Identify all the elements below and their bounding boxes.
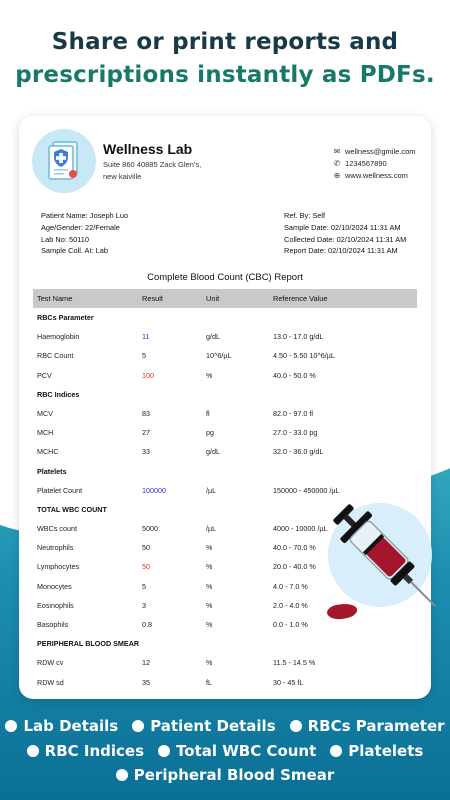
table-row [33,366,417,385]
test-name: Monocytes [37,581,72,591]
test-result: 83 [142,408,150,418]
table-row [33,442,417,461]
report-date-value: 02/10/2024 11:31 AM [327,246,398,256]
bullet-dot-icon [158,745,170,757]
test-name: Basophils [37,620,69,629]
bullet-dot-icon [330,745,342,757]
test-name: PCV [37,370,52,380]
lab-address [103,159,213,183]
feature-item [290,717,445,735]
patient-name-value: Joseph Luo [89,211,129,220]
globe-icon: ⊕ [333,170,341,180]
patient-age-gender [41,222,128,234]
phone-icon: ✆ [333,158,341,168]
test-result: 5 [142,351,146,361]
sample-date-value: 02/10/2024 11:31 AM [330,222,401,232]
feature-item [158,742,316,760]
lab-contact [332,145,416,181]
reference-value: 32.0 - 36.0 g/dL [273,447,324,457]
test-name: RDW cv [37,658,64,668]
ref-by-value: Self [312,211,326,220]
reference-value: 11.5 - 14.5 % [273,658,316,668]
sample-date-label: Sample Date: [284,222,329,232]
test-unit: g/dL [206,332,220,342]
section-header [33,308,417,327]
test-unit: g/dL [206,447,220,457]
test-result: 5000 [142,524,158,534]
lab-address-line-2: new kaiville [103,172,142,181]
section-label: RBCs Parameter [37,313,94,322]
header-result: Result [142,294,163,303]
test-unit: % [206,562,213,572]
lab-address-line-1: Suite 860 40885 Zack Glen's, [103,160,202,169]
test-unit: pg [206,428,214,438]
lab-no-label: Lab No: [41,234,67,244]
report-date-label: Report Date: [284,246,326,256]
patient-name [41,210,128,222]
feature-label: Platelets [348,741,424,760]
email-text: wellness@gmile.com [345,146,416,156]
report-document-icon [32,129,96,193]
bullet-dot-icon [132,720,144,732]
collected-date-label: Collected Date: [284,234,335,244]
feature-item [5,717,118,735]
contact-phone[interactable] [332,157,416,169]
mail-icon: ✉ [333,146,341,156]
test-name: Neutrophils [37,543,74,553]
patient-lab-no [41,234,128,246]
patient-sample-coll [41,245,128,257]
reference-value: 82.0 - 97.0 fl [273,408,313,418]
section-header [33,462,417,481]
header-unit: Unit [206,294,220,303]
test-name: Haemoglobin [37,332,80,342]
headline-line-2: prescriptions instantly as PDFs. [15,62,435,88]
test-unit: /µL [206,485,217,495]
syringe-icon [322,485,450,635]
bullet-dot-icon [5,720,17,732]
sample-coll-label: Sample Coll. At: [41,246,94,256]
feature-list [0,714,450,788]
promo-headline [0,26,450,92]
table-row [33,653,417,672]
test-unit: % [206,600,213,610]
test-result: 50 [142,562,150,572]
report-date [284,245,406,257]
test-result: 12 [142,658,150,668]
test-name: MCH [37,428,54,438]
table-row [33,346,417,365]
headline-line-1: Share or print reports and [51,29,399,55]
test-name: Platelet Count [37,485,83,495]
test-name: WBCs count [37,524,77,534]
feature-label: RBCs Parameter [307,717,445,736]
test-unit: 10^6/µL [206,351,232,361]
table-row [33,673,417,692]
website-text: www.wellness.com [345,170,408,180]
ref-by [284,210,406,222]
test-result: 100000 [142,485,166,495]
age-gender-value: 22/Female [84,222,120,232]
table-header [33,289,417,308]
test-unit: % [206,370,213,380]
patient-info-left [41,210,128,257]
report-title: Complete Blood Count (CBC) Report [147,272,303,283]
feature-item [330,742,423,760]
test-unit: fL [206,677,212,687]
test-name: Lymphocytes [37,562,80,572]
bullet-dot-icon [290,720,302,732]
test-unit: % [206,543,213,553]
bullet-dot-icon [116,769,128,781]
ref-by-label: Ref. By: [284,211,311,220]
reference-value: 2.0 - 4.0 % [273,600,308,610]
phone-text: 1234567890 [345,158,387,168]
feature-item [116,766,334,784]
test-unit: % [206,581,213,591]
test-result: 5 [142,581,146,591]
reference-value: 13.0 - 17.0 g/dL [273,332,324,342]
test-result: 100 [142,370,154,380]
feature-label: Total WBC Count [176,741,317,760]
reference-value: 27.0 - 33.0 pg [273,428,318,438]
test-result: 11 [142,332,150,342]
feature-row-1 [0,714,450,739]
test-name: MCV [37,408,53,418]
section-label: PERIPHERAL BLOOD SMEAR [37,639,140,649]
feature-label: Lab Details [23,717,119,736]
reference-value: 4.0 - 7.0 % [273,581,308,591]
test-unit: /µL [206,524,217,534]
table-row [33,423,417,442]
patient-info-right [284,210,406,257]
section-header [33,385,417,404]
reference-value: 4000 - 10000 /µL [273,524,328,534]
patient-name-label: Patient Name: [41,211,88,220]
feature-label: Patient Details [150,717,276,736]
lab-name: Wellness Lab [103,141,193,157]
sample-coll-value: Lab [95,246,108,256]
test-name: RDW sd [37,677,64,687]
section-label: RBC Indices [37,389,80,399]
table-row [33,327,417,346]
test-result: 0.8 [142,620,152,629]
test-name: MCHC [37,447,59,457]
feature-row-2 [0,739,450,764]
lab-no-value: 50110 [68,234,89,244]
reference-value: 30 - 45 fL [273,677,304,687]
sample-date [284,222,406,234]
test-unit: % [206,658,213,668]
test-unit: % [206,620,213,629]
header-reference-value: Reference Value [273,294,328,303]
section-label: TOTAL WBC COUNT [37,504,107,514]
collected-date-value: 02/10/2024 11:31 AM [336,234,407,244]
test-unit: fl [206,408,210,418]
section-label: Platelets [37,466,67,476]
reference-value: 0.0 - 1.0 % [273,620,308,629]
test-result: 50 [142,543,150,553]
reference-value: 40.0 - 50.0 % [273,370,316,380]
reference-value: 40.0 - 70.0 % [273,543,316,553]
contact-email[interactable] [332,145,416,157]
feature-item [132,717,275,735]
reference-value: 4.50 - 5.50 10^6/µL [273,351,335,361]
header-test-name: Test Name [37,294,73,303]
feature-row-3 [0,763,450,788]
test-name: Eosinophils [37,600,74,610]
feature-label: RBC Indices [44,741,145,760]
feature-item [27,742,144,760]
feature-label: Peripheral Blood Smear [133,766,335,785]
collected-date [284,234,406,246]
test-result: 33 [142,447,150,457]
test-result: 35 [142,677,150,687]
table-row [33,404,417,423]
bullet-dot-icon [27,745,39,757]
test-name: RBC Count [37,351,74,361]
test-result: 27 [142,428,150,438]
contact-website[interactable] [332,169,416,181]
reference-value: 150000 - 450000 /µL [273,485,340,495]
reference-value: 20.0 - 40.0 % [273,562,316,572]
test-result: 3 [142,600,146,610]
age-gender-label: Age/Gender: [41,222,83,232]
section-header [33,634,417,653]
